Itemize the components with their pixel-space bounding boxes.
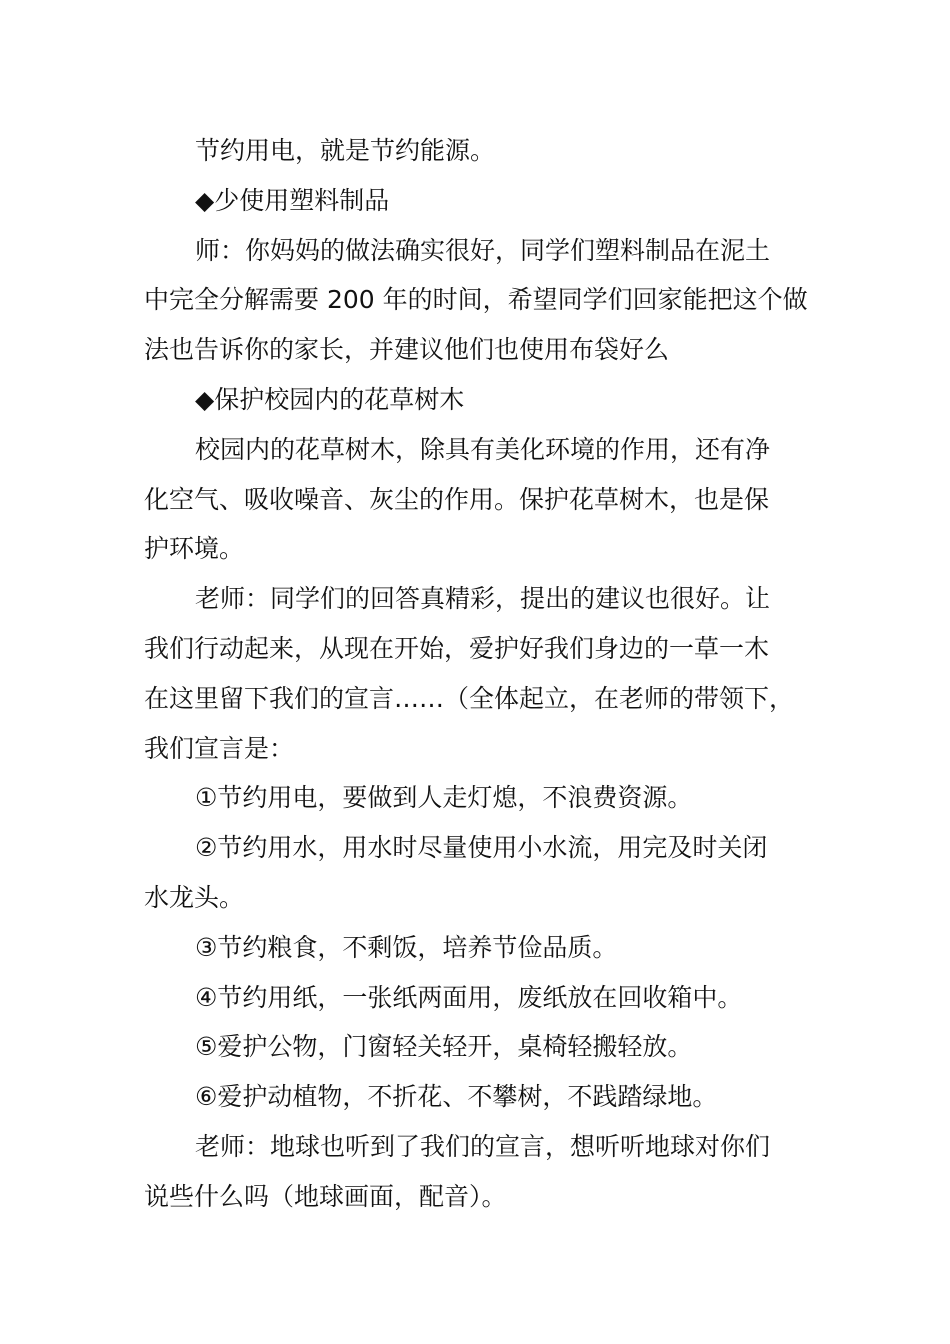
text-line: 化空气、吸收噪音、灰尘的作用。保护花草树木，也是保 [144, 484, 770, 514]
pledge-item [144, 773, 810, 823]
text-line: 我们行动起来，从现在开始，爱护好我们身边的一草一木 [144, 633, 770, 663]
text-line: 老师：地球也听到了我们的宣言，想听听地球对你们 [195, 1131, 771, 1161]
paragraph [144, 1122, 810, 1222]
text-line: ①节约用电，要做到人走灯熄，不浪费资源。 [195, 783, 693, 813]
text-line: 法也告诉你的家长，并建议他们也使用布袋好么 [144, 335, 670, 365]
pledge-item [144, 1072, 810, 1122]
text-line: ④节约用纸，一张纸两面用，废纸放在回收箱中。 [195, 982, 743, 1012]
pledge-item [144, 823, 810, 923]
text-line: ⑥爱护动植物，不折花、不攀树，不践踏绿地。 [195, 1082, 718, 1112]
text-line: 说些什么吗（地球画面，配音）。 [144, 1181, 507, 1211]
text-line: 节约用电，就是节约能源。 [195, 136, 496, 165]
pledge-item [144, 973, 810, 1023]
text-line: 师：你妈妈的做法确实很好，同学们塑料制品在泥土 [195, 235, 771, 265]
paragraph [144, 226, 810, 375]
paragraph [144, 425, 810, 574]
pledge-item [144, 923, 810, 973]
text-line: 护环境。 [144, 534, 245, 564]
text-line: 老师：同学们的回答真精彩，提出的建议也很好。让 [195, 584, 771, 614]
bullet-heading [144, 375, 810, 425]
bullet-heading [144, 176, 810, 226]
pledge-item [144, 1022, 810, 1072]
text-line: ◆保护校园内的花草树木 [195, 384, 465, 414]
text-line: 我们宣言是： [144, 733, 295, 763]
paragraph [144, 574, 810, 773]
document-page [144, 126, 810, 1222]
text-line: ②节约用水，用水时尽量使用小水流，用完及时关闭 [195, 833, 768, 863]
text-line: 中完全分解需要 200 年的时间，希望同学们回家能把这个做 [144, 285, 808, 315]
paragraph [144, 126, 810, 176]
text-line: ③节约粮食，不剩饭，培养节俭品质。 [195, 932, 618, 962]
text-line: ⑤爱护公物，门窗轻关轻开，桌椅轻搬轻放。 [195, 1032, 693, 1062]
text-line: 在这里留下我们的宣言……（全体起立，在老师的带领下， [144, 683, 795, 713]
text-line: ◆少使用塑料制品 [195, 185, 390, 215]
text-line: 水龙头。 [144, 882, 245, 912]
text-line: 校园内的花草树木，除具有美化环境的作用，还有净 [195, 434, 771, 464]
